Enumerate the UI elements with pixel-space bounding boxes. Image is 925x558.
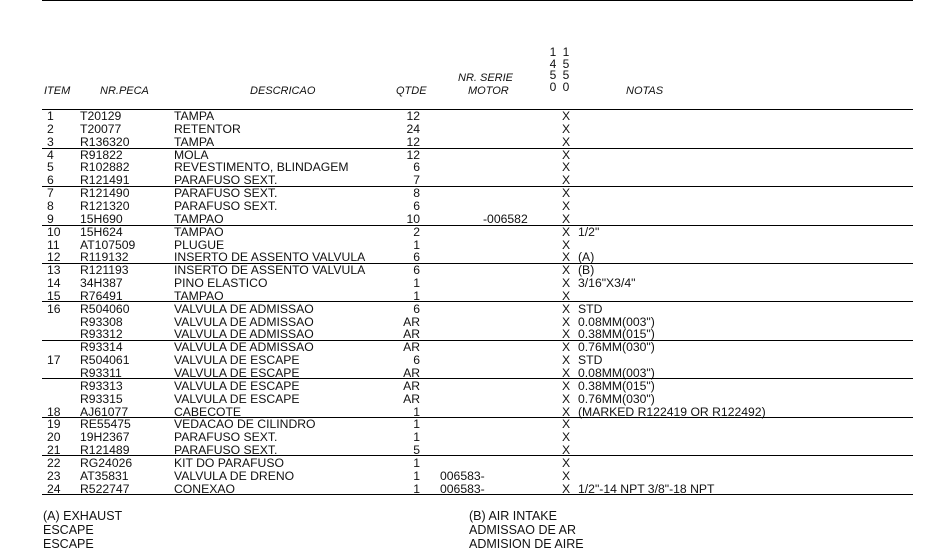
description: VALVULA DE ESCAPE xyxy=(174,366,300,380)
item-number: 9 xyxy=(47,211,54,226)
description: TAMPAO xyxy=(174,224,224,239)
quantity: AR xyxy=(403,378,420,393)
part-number: 34H387 xyxy=(80,276,123,291)
item-number: 12 xyxy=(47,250,61,265)
group-rule xyxy=(42,417,913,418)
header-serial-b: 1 5 5 0 xyxy=(562,45,570,94)
description: PINO ELASTICO xyxy=(174,276,268,291)
item-number: 10 xyxy=(47,224,61,239)
applicability-mark: X xyxy=(562,301,571,316)
part-number: R93311 xyxy=(80,366,122,380)
quantity: AR xyxy=(403,391,420,406)
part-number: R93308 xyxy=(80,314,123,329)
quantity: 8 xyxy=(413,186,420,201)
applicability-mark: X xyxy=(562,211,571,226)
quantity: 12 xyxy=(406,134,420,149)
table-row xyxy=(0,136,925,149)
serial-range: 006583- xyxy=(440,468,485,483)
part-number: R121320 xyxy=(80,198,130,213)
applicability-mark: X xyxy=(562,134,571,149)
table-row xyxy=(0,431,925,444)
note: (A) xyxy=(578,250,595,265)
applicability-mark: X xyxy=(562,391,571,406)
part-number: R121193 xyxy=(80,263,129,278)
part-number: R91822 xyxy=(80,147,123,162)
group-rule xyxy=(42,455,913,456)
quantity: AR xyxy=(403,366,420,380)
description: VALVULA DE ESCAPE xyxy=(174,353,300,368)
part-number: R504060 xyxy=(80,301,130,316)
header-serial-a: 1 4 5 0 xyxy=(549,45,557,94)
note: (MARKED R122419 OR R122492) xyxy=(578,404,766,419)
serial-range: 006583- xyxy=(440,481,485,496)
applicability-mark: X xyxy=(562,417,571,432)
description: VEDACAO DE CILINDRO xyxy=(174,417,316,432)
description: MOLA xyxy=(174,147,209,162)
applicability-mark: X xyxy=(562,353,571,368)
description: REVESTIMENTO, BLINDAGEM xyxy=(174,160,349,175)
description: PLUGUE xyxy=(174,237,225,252)
note: 0.38MM(015") xyxy=(578,378,655,393)
note: 0.08MM(003") xyxy=(578,314,655,329)
description: PARAFUSO SEXT. xyxy=(174,198,278,213)
part-number: RE55475 xyxy=(80,417,131,432)
note: (B) xyxy=(578,263,595,278)
item-number: 22 xyxy=(47,455,61,470)
part-number: R93313 xyxy=(80,378,123,393)
applicability-mark: X xyxy=(562,366,571,380)
item-number: 24 xyxy=(47,481,61,496)
serial-range: -006582 xyxy=(483,211,528,226)
table-row xyxy=(0,393,925,406)
part-number: T20077 xyxy=(80,121,122,136)
table-row xyxy=(0,239,925,252)
table-row xyxy=(0,303,925,316)
note: 1/2"-14 NPT 3/8"-18 NPT xyxy=(578,481,715,496)
table-row xyxy=(0,149,925,162)
header-motor: MOTOR xyxy=(468,85,509,97)
applicability-mark: X xyxy=(562,276,571,291)
item-number: 18 xyxy=(47,404,61,419)
description: VALVULA DE ADMISSAO xyxy=(174,340,314,355)
table-row xyxy=(0,380,925,393)
applicability-mark: X xyxy=(562,288,571,303)
note: 3/16"X3/4" xyxy=(578,276,636,291)
applicability-mark: X xyxy=(562,340,571,355)
table-row xyxy=(0,213,925,226)
group-rule xyxy=(42,301,913,302)
part-number: AJ61077 xyxy=(80,404,129,419)
part-number: R136320 xyxy=(80,134,130,149)
item-number: 16 xyxy=(47,301,61,316)
table-row xyxy=(0,226,925,239)
description: INSERTO DE ASSENTO VALVULA xyxy=(174,263,366,278)
part-number: R121491 xyxy=(80,173,130,188)
item-number: 3 xyxy=(47,134,54,149)
note: 0.76MM(030") xyxy=(578,340,655,355)
description: TAMPA xyxy=(174,134,215,149)
quantity: 1 xyxy=(413,468,420,483)
description: RETENTOR xyxy=(174,121,241,136)
part-number: R504061 xyxy=(80,353,130,368)
table-row xyxy=(0,161,925,174)
description: VALVULA DE ESCAPE xyxy=(174,391,300,406)
bottom-rule xyxy=(42,494,913,495)
part-number: 15H690 xyxy=(80,211,123,226)
applicability-mark: X xyxy=(562,468,571,483)
quantity: 6 xyxy=(413,263,420,278)
item-number: 17 xyxy=(47,353,61,368)
item-number: 23 xyxy=(47,468,61,483)
applicability-mark: X xyxy=(562,186,571,201)
applicability-mark: X xyxy=(562,327,571,342)
description: CABECOTE xyxy=(174,404,242,419)
description: KIT DO PARAFUSO xyxy=(174,455,284,470)
description: VALVULA DE ADMISSAO xyxy=(174,327,314,342)
quantity: AR xyxy=(403,327,420,342)
group-rule xyxy=(42,378,913,379)
note: 1/2" xyxy=(578,224,600,239)
item-number: 7 xyxy=(47,186,54,201)
table-row xyxy=(0,264,925,277)
quantity: 12 xyxy=(406,109,420,123)
quantity: 2 xyxy=(413,224,420,239)
header-nr-peca: NR.PECA xyxy=(100,85,149,97)
part-number: R121489 xyxy=(80,443,130,458)
description: VALVULA DE ADMISSAO xyxy=(174,301,314,316)
applicability-mark: X xyxy=(562,160,571,175)
description: PARAFUSO SEXT. xyxy=(174,186,278,201)
quantity: 6 xyxy=(413,198,420,213)
header-qtde: QTDE xyxy=(396,85,427,97)
header-nr-serie: NR. SERIE xyxy=(458,72,514,84)
part-number: AT107509 xyxy=(80,237,136,252)
applicability-mark: X xyxy=(562,455,571,470)
footnote-a: (A) EXHAUST ESCAPE ESCAPE xyxy=(43,509,123,551)
table-row xyxy=(0,470,925,483)
part-number: R93314 xyxy=(80,340,123,355)
part-number: R119132 xyxy=(80,250,129,265)
item-number: 5 xyxy=(47,160,54,175)
note: 0.76MM(030") xyxy=(578,391,655,406)
item-number: 13 xyxy=(47,263,61,278)
note: 0.08MM(003") xyxy=(578,366,655,380)
part-number: R102882 xyxy=(80,160,130,175)
header-item: ITEM xyxy=(44,85,71,97)
item-number: 14 xyxy=(47,276,61,291)
description: PARAFUSO SEXT. xyxy=(174,173,278,188)
description: CONEXAO xyxy=(174,481,235,496)
item-number: 4 xyxy=(47,147,54,162)
part-number: AT35831 xyxy=(80,468,129,483)
table-row xyxy=(0,341,925,354)
applicability-mark: X xyxy=(562,237,571,252)
quantity: 1 xyxy=(413,276,420,291)
footnote-b: (B) AIR INTAKE ADMISSAO DE AR ADMISION DE AIRE xyxy=(469,509,584,551)
item-number: 8 xyxy=(47,198,54,213)
group-rule xyxy=(42,263,913,264)
part-number: R93315 xyxy=(80,391,123,406)
part-number: 15H624 xyxy=(80,224,123,239)
applicability-mark: X xyxy=(562,224,571,239)
description: VALVULA DE DRENO xyxy=(174,468,295,483)
applicability-mark: X xyxy=(562,404,571,419)
item-number: 6 xyxy=(47,173,54,188)
description: TAMPA xyxy=(174,109,215,123)
quantity: 1 xyxy=(413,430,420,445)
applicability-mark: X xyxy=(562,481,571,496)
part-number: R93312 xyxy=(80,327,123,342)
description: TAMPAO xyxy=(174,211,224,226)
applicability-mark: X xyxy=(562,109,571,123)
applicability-mark: X xyxy=(562,173,571,188)
table-row xyxy=(0,123,925,136)
table-row xyxy=(0,277,925,290)
part-number: R76491 xyxy=(80,288,123,303)
table-row xyxy=(0,110,925,123)
quantity: 24 xyxy=(406,121,420,136)
header-descricao: DESCRICAO xyxy=(250,85,316,97)
table-row xyxy=(0,457,925,470)
quantity: 1 xyxy=(413,237,420,252)
part-number: R522747 xyxy=(80,481,130,496)
group-rule xyxy=(42,148,913,149)
quantity: AR xyxy=(403,340,420,355)
description: PARAFUSO SEXT. xyxy=(174,443,278,458)
applicability-mark: X xyxy=(562,121,571,136)
header-notas: NOTAS xyxy=(626,85,664,97)
item-number: 19 xyxy=(47,417,61,432)
quantity: 10 xyxy=(406,211,420,226)
group-rule xyxy=(42,225,913,226)
item-number: 2 xyxy=(47,121,54,136)
quantity: 12 xyxy=(406,147,420,162)
group-rule xyxy=(42,340,913,341)
item-number: 21 xyxy=(47,443,61,458)
applicability-mark: X xyxy=(562,378,571,393)
quantity: 1 xyxy=(413,455,420,470)
table-row xyxy=(0,316,925,329)
top-rule xyxy=(42,0,913,1)
description: TAMPAO xyxy=(174,288,224,303)
table-row xyxy=(0,187,925,200)
applicability-mark: X xyxy=(562,314,571,329)
description: VALVULA DE ADMISSAO xyxy=(174,314,314,329)
quantity: 1 xyxy=(413,288,420,303)
applicability-mark: X xyxy=(562,443,571,458)
item-number: 15 xyxy=(47,288,61,303)
note: 0.38MM(015") xyxy=(578,327,655,342)
quantity: 6 xyxy=(413,160,420,175)
quantity: AR xyxy=(403,314,420,329)
applicability-mark: X xyxy=(562,198,571,213)
table-row xyxy=(0,200,925,213)
description: INSERTO DE ASSENTO VALVULA xyxy=(174,250,366,265)
table-row xyxy=(0,354,925,367)
applicability-mark: X xyxy=(562,250,571,265)
part-number: 19H2367 xyxy=(80,430,130,445)
table-row xyxy=(0,418,925,431)
applicability-mark: X xyxy=(562,147,571,162)
description: VALVULA DE ESCAPE xyxy=(174,378,300,393)
quantity: 6 xyxy=(413,301,420,316)
part-number: T20129 xyxy=(80,109,122,123)
part-number: RG24026 xyxy=(80,455,133,470)
note: STD xyxy=(578,353,603,368)
note: STD xyxy=(578,301,603,316)
quantity: 1 xyxy=(413,481,420,496)
group-rule xyxy=(42,186,913,187)
quantity: 6 xyxy=(413,353,420,368)
quantity: 1 xyxy=(413,417,420,432)
applicability-mark: X xyxy=(562,263,571,278)
quantity: 7 xyxy=(413,173,420,188)
quantity: 1 xyxy=(413,404,420,419)
applicability-mark: X xyxy=(562,430,571,445)
quantity: 5 xyxy=(413,443,420,458)
description: PARAFUSO SEXT. xyxy=(174,430,278,445)
quantity: 6 xyxy=(413,250,420,265)
part-number: R121490 xyxy=(80,186,130,201)
item-number: 1 xyxy=(47,109,54,123)
item-number: 11 xyxy=(47,237,60,252)
item-number: 20 xyxy=(47,430,61,445)
